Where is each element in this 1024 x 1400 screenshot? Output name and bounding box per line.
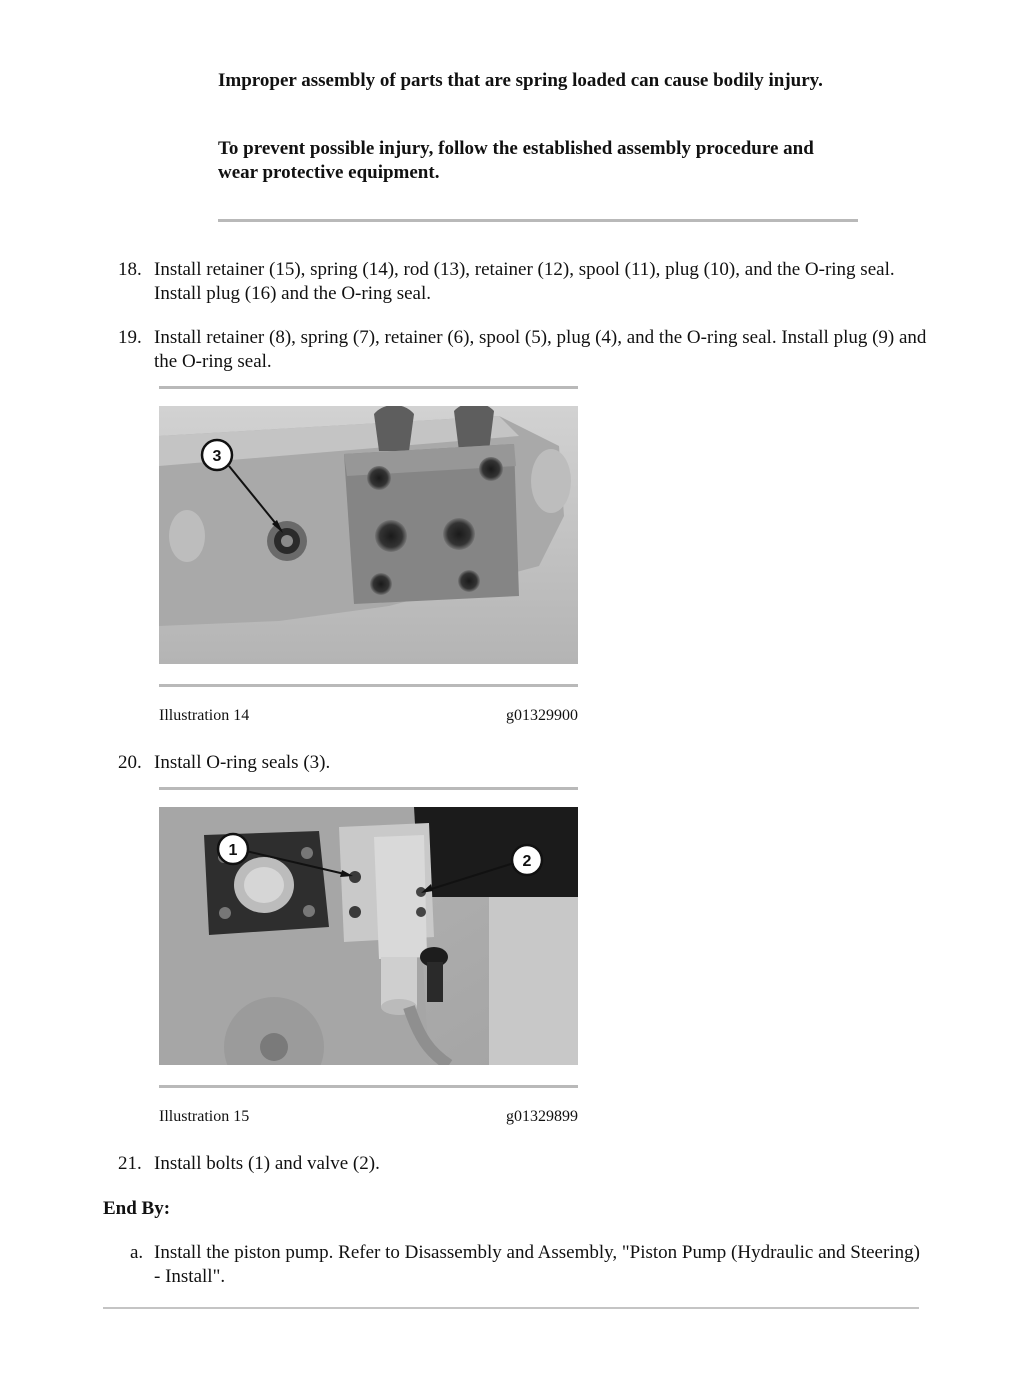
svg-text:3: 3 [212, 448, 222, 465]
warning-text-prevention: To prevent possible injury, follow the established assembly procedure and wear protective equipment. [218, 138, 814, 183]
end-by-heading: End By: [103, 1198, 171, 1219]
warning-divider [218, 219, 858, 222]
illustration-14-bottom-rule [159, 684, 578, 687]
warning-text-injury: Improper assembly of parts that are spring loaded can cause bodily injury. [218, 70, 823, 91]
illustration-14-top-rule [159, 386, 578, 389]
illustration-14-photo [159, 406, 578, 664]
valve-body-photo-14 [159, 406, 578, 664]
svg-text:2: 2 [522, 853, 532, 870]
illustration-15-photo [159, 807, 578, 1065]
step-number: 18. [118, 259, 142, 280]
callout-1 [218, 834, 248, 864]
step-number: 19. [118, 327, 142, 348]
svg-text:1: 1 [228, 842, 238, 859]
step-text: Install bolts (1) and valve (2). [154, 1153, 380, 1174]
step-text: Install retainer (8), spring (7), retainer (6), spool (5), plug (4), and the O-ring seal. Install plug (9) and the O-ring seal. [154, 327, 927, 372]
step-19 [118, 326, 928, 374]
step-21 [118, 1152, 928, 1176]
illustration-14-code: g01329900 [506, 707, 578, 724]
step-20 [118, 751, 928, 775]
step-text: Install O-ring seals (3). [154, 752, 331, 773]
illustration-15-top-rule [159, 787, 578, 790]
step-number: 20. [118, 752, 142, 773]
callout-3 [202, 440, 232, 470]
valve-assembly-photo-15 [159, 807, 578, 1065]
illustration-15-bottom-rule [159, 1085, 578, 1088]
step-text: Install retainer (15), spring (14), rod (13), retainer (12), spool (11), plug (10), and the O-ring seal. Install plug (16) and the O-ring seal. [154, 259, 895, 304]
end-by-item-a [118, 1241, 928, 1289]
end-by-marker: a. [130, 1242, 144, 1263]
page-bottom-divider [103, 1307, 919, 1309]
end-by-text: Install the piston pump. Refer to Disassembly and Assembly, "Piston Pump (Hydraulic and Steering) - Install". [154, 1242, 920, 1287]
step-number: 21. [118, 1153, 142, 1174]
illustration-14-caption: Illustration 14 [159, 707, 250, 724]
illustration-15-caption: Illustration 15 [159, 1108, 250, 1125]
illustration-15-code: g01329899 [506, 1108, 578, 1125]
step-18 [118, 258, 928, 306]
callout-2 [512, 845, 542, 875]
